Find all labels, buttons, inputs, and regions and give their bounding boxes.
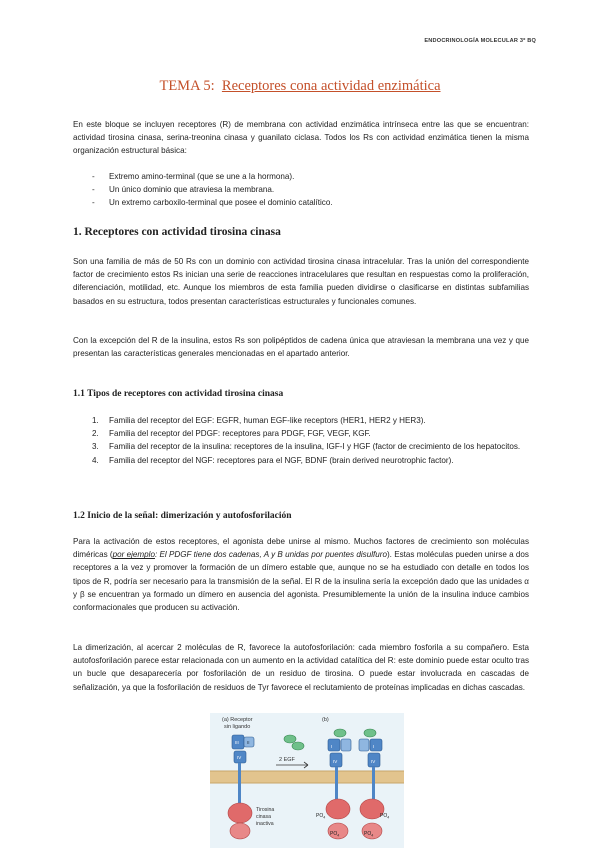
page-header: ENDOCRINOLOGÍA MOLECULAR 3º BQ [424, 38, 536, 44]
bullet-item: - Un extremo carboxilo-terminal que posee el dominio catalítico. [92, 196, 522, 209]
section12-paragraph-1: Para la activación de estos receptores, el agonista debe unirse al mismo. Muchos factores de crecimiento son moléculas diméricas (por ejemplo: El PDGF tiene dos cadenas, A y B unidas por puentes disulfuro). Estas moléculas pueden unirse a dos receptores a la vez y promover la formación de un dímero estable que, aunque no se ha estudiado con detalle en todos los tipos de R, podría ser necesario para la transmisión de la señal. El R de la insulina sería la excepción dado que las unidades α y β se encuentran ya formado un dímero en ausencia del agonista. Presumiblemente la unión de la insulina induce cambios conformacionales que producen su activación. [73, 537, 529, 613]
title-subtitle: Receptores cona actividad enzimática [221, 78, 441, 94]
svg-text:PO4: $PO_4$ [330, 831, 340, 838]
svg-text:cinasa: cinasa [256, 814, 271, 820]
list-item: 4. Familia del receptor del NGF: receptores para el NGF, BDNF (brain derived neurotrophic factor). [92, 455, 454, 465]
section1-paragraph-1: Son una familia de más de 50 Rs con un dominio con actividad tirosina cinasa intracelular. Tras la unión del correspondiente factor de crecimiento estos Rs inician una serie de reacciones intracelulares que resultan en respuestas como la proliferación, diferenciación, motilidad, etc. Aunque los miembros de esta familia pueden dividirse o clasificarse en distintas subfamilias basados en su estructura, todos presentan características estructurales y funcionales comunes. [73, 257, 529, 306]
section1-paragraph-2: Con la excepción del R de la insulina, estos Rs son polipéptidos de cadena única que atraviesan la membrana una vez y que presentan las características generales mencionadas en el apartado anterior. [73, 336, 529, 359]
figure-label-a: (a) Receptor [222, 717, 253, 723]
list-item: 1. Familia del receptor del EGF: EGFR, human EGF-like receptors (HER1, HER2 y HER3). [92, 416, 426, 425]
section-heading-1-1: 1.1 Tipos de receptores con actividad tirosina cinasa [73, 389, 284, 399]
intro-paragraph: En este bloque se incluyen receptores (R) de membrana con actividad enzimática intrínseca entre las que se encuentran: actividad tirosina cinasa, serina-treonina cinasa y guanilato ciclasa. Todos los Rs con actividad enzimática tienen la misma organización estructural básica: [73, 120, 529, 156]
egf-molecule [292, 742, 304, 750]
svg-text:PO4: $PO_4$ [380, 813, 390, 820]
list-item: 3. Familia del receptor de la insulina: receptores de la insulina, IGF-I y HGF (factor de crecimiento de los hepatocitos. [92, 442, 521, 452]
list-item: 2. Familia del receptor del PDGF: receptores para PDGF, FGF, VEGF, KGF. [92, 429, 371, 439]
svg-text:IV: IV [371, 759, 376, 764]
svg-text:PO4: $PO_4$ [316, 813, 326, 820]
section12-paragraph-2: La dimerización, al acercar 2 moléculas de R, favorece la autofosforilación: cada miembro fosforila a su compañero. Esta autofosforilación parece estar relacionada con un aumento en la actividad catalítica del R: este dominio puede estar oculto tras un bucle que desaparecería por fosforilación de un residuo de tirosina. O puede estar involucrada en cascadas de señalización, ya que la fosforilación de residuos de Tyr favorece el reclutamiento de proteínas implicadas en dichas cascadas. [73, 643, 529, 692]
svg-text:II: II [247, 740, 250, 745]
svg-text:IV: IV [333, 759, 338, 764]
kinase-label: Tirosina [256, 807, 275, 813]
bullet-item: - Extremo amino-terminal (que se une a la hormona). [92, 170, 522, 183]
section-heading-1: 1. Receptores con actividad tirosina cinasa [73, 226, 281, 238]
svg-text:IV: IV [237, 755, 242, 760]
receptor-dimerization-figure [210, 713, 404, 848]
svg-text:PO4: $PO_4$ [364, 831, 374, 838]
svg-text:inactiva: inactiva [256, 821, 274, 827]
egf-label: 2 EGF [279, 757, 295, 763]
figure-label-a-line2: sin ligando [224, 724, 251, 730]
page-title [0, 78, 600, 95]
structure-bullet-list [92, 170, 522, 210]
svg-text:III: III [235, 740, 239, 745]
bullet-item: - Un único dominio que atraviesa la membrana. [92, 183, 522, 196]
egf-molecule [284, 735, 296, 743]
svg-text:I: I [331, 744, 333, 749]
example-link-text: por ejemplo [112, 550, 155, 560]
section-heading-1-2: 1.2 Inicio de la señal: dimerización y autofosforilación [73, 511, 292, 521]
figure-label-b: (b) [322, 717, 329, 723]
receptor-families-list [92, 414, 529, 467]
svg-text:I: I [373, 744, 375, 749]
title-prefix: TEMA 5: [159, 78, 215, 94]
